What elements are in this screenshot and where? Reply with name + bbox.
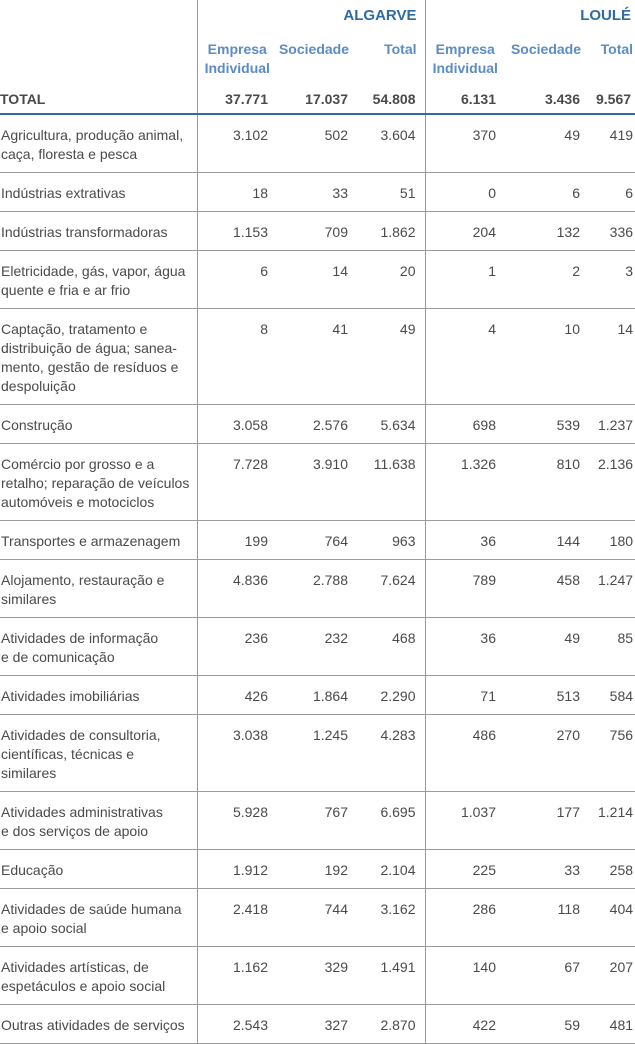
- row-value: 422: [425, 1005, 505, 1044]
- row-value: 1.864: [277, 676, 357, 715]
- row-value: 1.862: [357, 212, 425, 251]
- header-blank: [0, 30, 197, 82]
- row-value: 1.237: [589, 405, 635, 444]
- row-value: 118: [505, 889, 589, 947]
- row-label: Captação, tratamento e distribuição de água; sanea- mento, gestão de resíduos e despoluição: [0, 309, 197, 405]
- row-value: 4.836: [197, 560, 277, 618]
- col-header-total-loule: Total: [600, 41, 634, 57]
- table-row: [0, 850, 635, 889]
- row-value: 2.418: [197, 889, 277, 947]
- region-header-row: [0, 0, 635, 30]
- table-row: [0, 251, 635, 309]
- total-row: [0, 82, 635, 114]
- row-value: 2: [505, 251, 589, 309]
- row-label: Atividades de consultoria, científicas, técnicas e similares: [0, 715, 197, 792]
- row-value: 486: [425, 715, 505, 792]
- row-value: 1.214: [589, 792, 635, 850]
- row-value: 192: [277, 850, 357, 889]
- row-label: Educação: [0, 850, 197, 889]
- row-value: 49: [505, 114, 589, 173]
- row-value: 789: [425, 560, 505, 618]
- row-value: 698: [425, 405, 505, 444]
- row-label: Outras atividades de serviços: [0, 1005, 197, 1044]
- region-header-loule: LOULÉ: [425, 0, 635, 30]
- table-row: [0, 212, 635, 251]
- table-row: [0, 1005, 635, 1044]
- row-value: 7.728: [197, 444, 277, 521]
- table-row: [0, 560, 635, 618]
- row-value: 18: [197, 173, 277, 212]
- row-value: 71: [425, 676, 505, 715]
- row-value: 3.038: [197, 715, 277, 792]
- row-value: 49: [357, 309, 425, 405]
- row-value: 8: [197, 309, 277, 405]
- table-row: [0, 889, 635, 947]
- row-value: 1.912: [197, 850, 277, 889]
- row-value: 6: [197, 251, 277, 309]
- row-label: Construção: [0, 405, 197, 444]
- row-value: 204: [425, 212, 505, 251]
- row-label: Transportes e armazenagem: [0, 521, 197, 560]
- row-value: 3.604: [357, 114, 425, 173]
- row-value: 2.870: [357, 1005, 425, 1044]
- row-value: 764: [277, 521, 357, 560]
- row-value: 0: [425, 173, 505, 212]
- table-row: [0, 715, 635, 792]
- table-row: [0, 405, 635, 444]
- row-value: 4.283: [357, 715, 425, 792]
- row-value: 6.695: [357, 792, 425, 850]
- row-value: 756: [589, 715, 635, 792]
- row-value: 6: [589, 173, 635, 212]
- row-value: 14: [277, 251, 357, 309]
- row-value: 539: [505, 405, 589, 444]
- row-label: Eletricidade, gás, vapor, água quente e fria e ar frio: [0, 251, 197, 309]
- table-row: [0, 444, 635, 521]
- col-header-empresa-individual-loule: Empresa Individual: [425, 30, 505, 82]
- table-row: [0, 114, 635, 173]
- row-value: 709: [277, 212, 357, 251]
- row-value: 458: [505, 560, 589, 618]
- row-value: 5.634: [357, 405, 425, 444]
- row-label: Atividades de saúde humana e apoio social: [0, 889, 197, 947]
- row-label: Atividades de informação e de comunicação: [0, 618, 197, 676]
- row-label: Comércio por grosso e a retalho; reparação de veículos automóveis e motociclos: [0, 444, 197, 521]
- total-value: 54.808: [357, 82, 425, 114]
- col-header-sociedade-loule: Sociedade: [510, 41, 581, 57]
- row-value: 1.247: [589, 560, 635, 618]
- row-value: 810: [505, 444, 589, 521]
- row-value: 7.624: [357, 560, 425, 618]
- row-value: 584: [589, 676, 635, 715]
- row-value: 59: [505, 1005, 589, 1044]
- row-value: 3.058: [197, 405, 277, 444]
- row-value: 468: [357, 618, 425, 676]
- row-label: Atividades artísticas, de espetáculos e apoio social: [0, 947, 197, 1005]
- row-value: 1.153: [197, 212, 277, 251]
- row-value: 36: [425, 521, 505, 560]
- total-label: TOTAL: [0, 82, 197, 114]
- row-value: 14: [589, 309, 635, 405]
- total-value: 9.567: [589, 82, 635, 114]
- row-value: 286: [425, 889, 505, 947]
- row-value: 67: [505, 947, 589, 1005]
- row-value: 3.102: [197, 114, 277, 173]
- row-value: 481: [589, 1005, 635, 1044]
- row-value: 225: [425, 850, 505, 889]
- row-value: 36: [425, 618, 505, 676]
- row-value: 2.290: [357, 676, 425, 715]
- row-value: 33: [277, 173, 357, 212]
- col-header-empresa-individual-algarve: Empresa Individual: [197, 30, 277, 82]
- row-value: 1.326: [425, 444, 505, 521]
- row-value: 270: [505, 715, 589, 792]
- row-value: 177: [505, 792, 589, 850]
- row-value: 502: [277, 114, 357, 173]
- row-value: 744: [277, 889, 357, 947]
- table-row: [0, 676, 635, 715]
- row-value: 370: [425, 114, 505, 173]
- row-value: 258: [589, 850, 635, 889]
- row-value: 419: [589, 114, 635, 173]
- row-value: 232: [277, 618, 357, 676]
- row-value: 327: [277, 1005, 357, 1044]
- total-value: 6.131: [425, 82, 505, 114]
- row-value: 10: [505, 309, 589, 405]
- row-value: 329: [277, 947, 357, 1005]
- row-value: 236: [197, 618, 277, 676]
- total-value: 3.436: [505, 82, 589, 114]
- row-value: 1.245: [277, 715, 357, 792]
- table-row: [0, 947, 635, 1005]
- row-value: 2.543: [197, 1005, 277, 1044]
- column-header-row: [0, 30, 635, 82]
- row-value: 41: [277, 309, 357, 405]
- row-value: 11.638: [357, 444, 425, 521]
- header-blank: [0, 0, 197, 30]
- row-value: 2.104: [357, 850, 425, 889]
- row-value: 3: [589, 251, 635, 309]
- row-value: 6: [505, 173, 589, 212]
- total-value: 37.771: [197, 82, 277, 114]
- table-row: [0, 309, 635, 405]
- row-value: 513: [505, 676, 589, 715]
- table-row: [0, 618, 635, 676]
- row-label: Atividades administrativas e dos serviços de apoio: [0, 792, 197, 850]
- row-value: 963: [357, 521, 425, 560]
- row-value: 180: [589, 521, 635, 560]
- row-value: 3.910: [277, 444, 357, 521]
- row-value: 199: [197, 521, 277, 560]
- row-label: Indústrias transformadoras: [0, 212, 197, 251]
- row-value: 20: [357, 251, 425, 309]
- row-value: 207: [589, 947, 635, 1005]
- row-value: 33: [505, 850, 589, 889]
- region-header-algarve: ALGARVE: [197, 0, 425, 30]
- row-value: 336: [589, 212, 635, 251]
- table-row: [0, 173, 635, 212]
- row-value: 404: [589, 889, 635, 947]
- row-label: Indústrias extrativas: [0, 173, 197, 212]
- row-value: 4: [425, 309, 505, 405]
- col-header-sociedade-algarve: Sociedade: [278, 41, 349, 57]
- col-header-total-algarve: Total: [384, 41, 417, 57]
- row-value: 2.788: [277, 560, 357, 618]
- row-label: Agricultura, produção animal, caça, floresta e pesca: [0, 114, 197, 173]
- row-value: 49: [505, 618, 589, 676]
- row-value: 132: [505, 212, 589, 251]
- table-row: [0, 521, 635, 560]
- row-value: 1: [425, 251, 505, 309]
- table-row: [0, 792, 635, 850]
- row-value: 140: [425, 947, 505, 1005]
- row-value: 2.576: [277, 405, 357, 444]
- row-value: 767: [277, 792, 357, 850]
- row-value: 426: [197, 676, 277, 715]
- row-label: Alojamento, restauração e similares: [0, 560, 197, 618]
- row-value: 5.928: [197, 792, 277, 850]
- row-value: 1.491: [357, 947, 425, 1005]
- row-value: 51: [357, 173, 425, 212]
- row-value: 1.162: [197, 947, 277, 1005]
- row-value: 2.136: [589, 444, 635, 521]
- row-label: Atividades imobiliárias: [0, 676, 197, 715]
- row-value: 144: [505, 521, 589, 560]
- total-value: 17.037: [277, 82, 357, 114]
- row-value: 3.162: [357, 889, 425, 947]
- row-value: 85: [589, 618, 635, 676]
- row-value: 1.037: [425, 792, 505, 850]
